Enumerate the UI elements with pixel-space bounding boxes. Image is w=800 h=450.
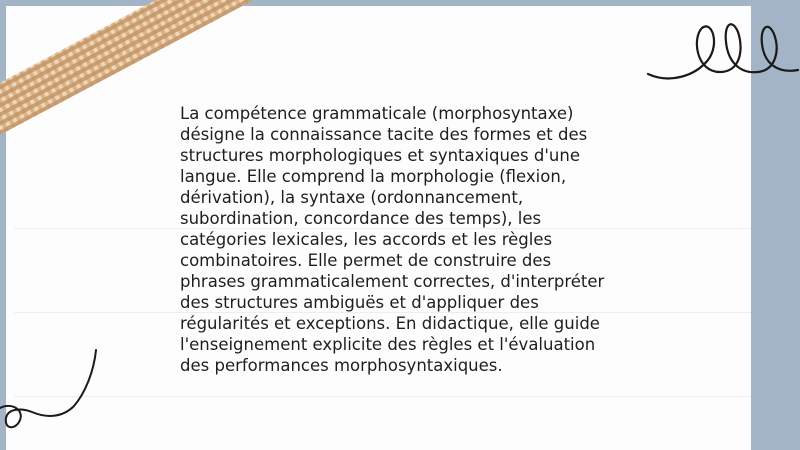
scribble-doodle-top: [640, 10, 800, 90]
body-paragraph: La compétence grammaticale (morphosyntaxe) désigne la connaissance tacite des formes et des structures morphologiques et syntaxiques d'une langue. Elle comprend la morphologie (flexion, dérivation), la syntaxe (ordonnancement, subordination, concordance des temps), les catégories lexicales, les accords et les règles combinatoires. Elle permet de construire des phrases grammaticalement correctes, d'interpréter des structures ambiguës et d'appliquer des régularités et exceptions. En didactique, elle guide l'enseignement explicite des règles et l'évaluation des performances morphosyntaxiques.: [180, 104, 605, 375]
scribble-doodle-bottom: [0, 340, 110, 440]
paper-rule-line: [14, 396, 751, 397]
